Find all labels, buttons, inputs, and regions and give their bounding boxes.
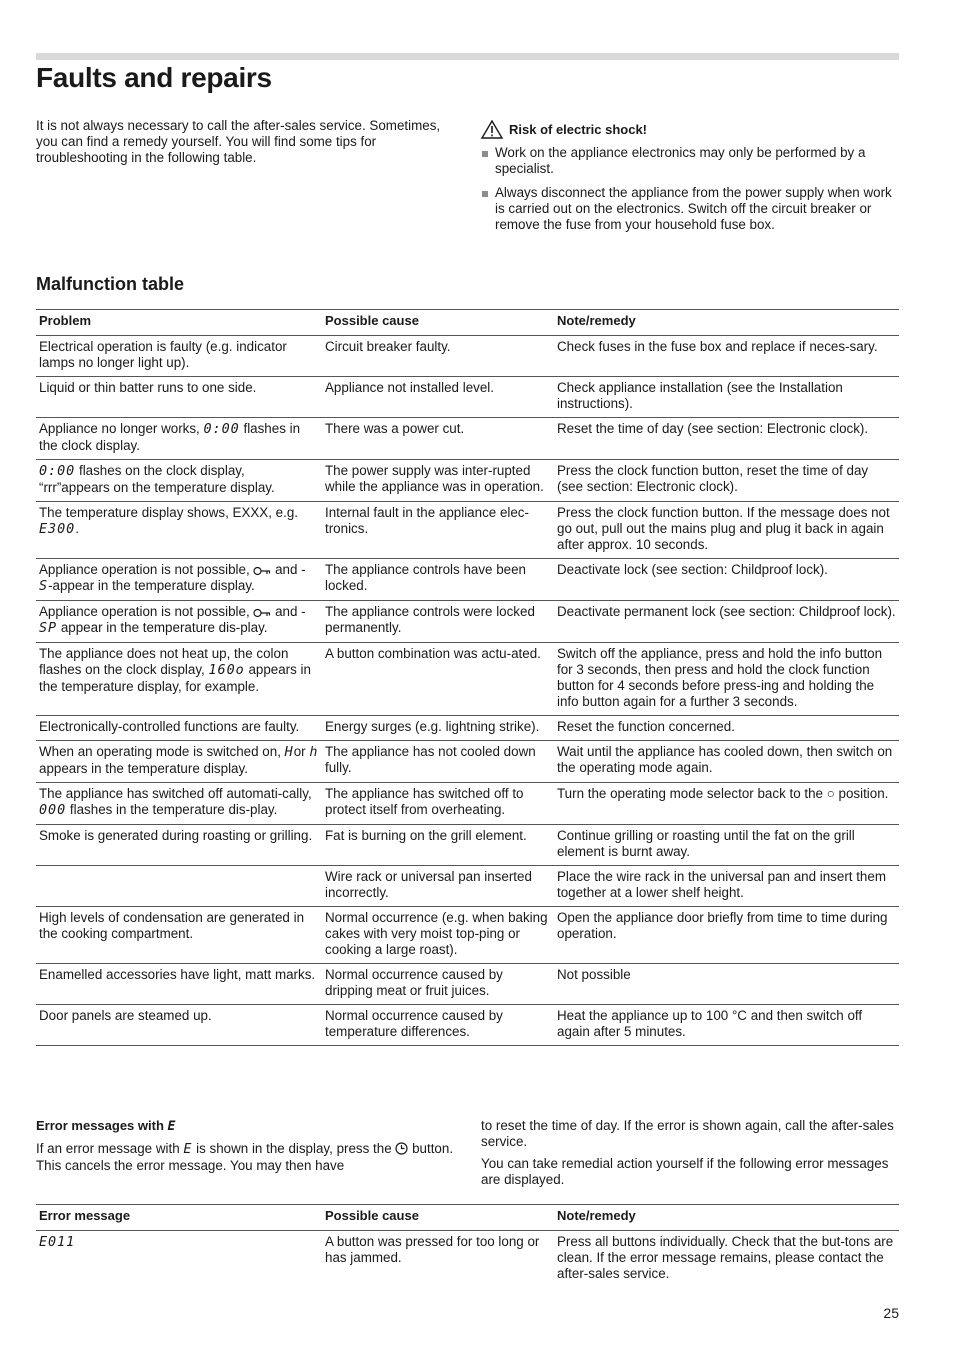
problem-cell: When an operating mode is switched on, Hor h appears in the temperature display.	[36, 741, 322, 783]
segment-glyph: 160o	[208, 663, 245, 678]
page-title: Faults and repairs	[36, 62, 272, 93]
warning-box	[481, 120, 899, 241]
remedy-cell: Press all buttons individually. Check that the but-tons are clean. If the error message remains, please contact the after-sales service.	[557, 1234, 894, 1281]
remedy-cell: Check fuses in the fuse box and replace if neces-sary.	[554, 336, 899, 377]
remedy-cell: Press the clock function button, reset the time of day (see section: Electronic clock).	[554, 460, 899, 502]
table-row	[36, 825, 899, 866]
section-title: Malfunction table	[36, 274, 184, 294]
warning-triangle-icon	[481, 120, 503, 139]
error-section-heading: Error messages with E	[36, 1118, 177, 1134]
key-lock-icon	[253, 566, 271, 576]
table-row	[36, 601, 899, 643]
remedy-cell: Press the clock function button. If the message does not go out, pull out the mains plug and plug it back in again after approx. 10 seconds.	[554, 502, 899, 559]
cause-cell: Normal occurrence (e.g. when baking cakes with very moist top-ping or cooking a large roast).	[322, 907, 554, 964]
cause-cell: The power supply was inter-rupted while the appliance was in operation.	[322, 460, 554, 502]
remedy-cell: Deactivate permanent lock (see section: Childproof lock).	[554, 601, 899, 643]
problem-cell: Liquid or thin batter runs to one side.	[36, 377, 322, 418]
cause-cell: The appliance controls were locked permanently.	[322, 601, 554, 643]
remedy-cell: Deactivate lock (see section: Childproof lock).	[554, 559, 899, 601]
remedy-cell: Continue grilling or roasting until the fat on the grill element is burnt away.	[554, 825, 899, 866]
error-section-paragraph: You can take remedial action yourself if the following error messages are displayed.	[481, 1156, 889, 1187]
error-section-paragraph: to reset the time of day. If the error is shown again, call the after-sales service.	[481, 1118, 894, 1149]
problem-cell: 0:00 flashes on the clock display, “rrr”appears on the temperature display.	[36, 460, 322, 502]
warning-heading	[481, 120, 899, 139]
remedy-cell: Place the wire rack in the universal pan and insert them together at a lower shelf height.	[554, 866, 899, 907]
column-header: Possible cause	[322, 1205, 554, 1231]
segment-glyph: E	[183, 1142, 193, 1157]
segment-glyph: S	[39, 579, 49, 594]
remedy-cell: Reset the time of day (see section: Electronic clock).	[554, 418, 899, 460]
table-row	[36, 716, 899, 741]
error-code	[36, 1231, 322, 1288]
table-row	[36, 783, 899, 825]
table-row	[36, 866, 899, 907]
segment-glyph: 0:00	[39, 464, 76, 479]
table-row	[36, 418, 899, 460]
cause-cell: A button was pressed for too long or has jammed.	[325, 1234, 540, 1265]
table-header-row	[36, 310, 899, 336]
cause-cell: Normal occurrence caused by dripping meat or fruit juices.	[322, 964, 554, 1005]
cause-cell: A button combination was actu-ated.	[322, 643, 554, 716]
remedy-cell: Heat the appliance up to 100 °C and then switch off again after 5 minutes.	[554, 1005, 899, 1046]
warning-title: Risk of electric shock!	[509, 121, 647, 137]
segment-glyph: SP	[39, 621, 58, 636]
warning-list	[481, 145, 899, 233]
cause-cell: Circuit breaker faulty.	[322, 336, 554, 377]
remedy-cell: Open the appliance door briefly from time to time during operation.	[554, 907, 899, 964]
problem-cell: Electronically-controlled functions are faulty.	[36, 716, 322, 741]
problem-cell: High levels of condensation are generated in the cooking compartment.	[36, 907, 322, 964]
table-row	[36, 964, 899, 1005]
page-number: 25	[883, 1305, 899, 1321]
table-row	[36, 502, 899, 559]
remedy-cell: Switch off the appliance, press and hold the info button for 3 seconds, then press and hold the clock function button for 4 seconds before press-ing and holding the info button again for a further 3 seconds.	[554, 643, 899, 716]
remedy-cell: Check appliance installation (see the Installation instructions).	[554, 377, 899, 418]
warning-item: Work on the appliance electronics may only be performed by a specialist.	[481, 145, 899, 177]
table-row	[36, 907, 899, 964]
problem-cell: Enamelled accessories have light, matt marks.	[36, 964, 322, 1005]
problem-cell: Door panels are steamed up.	[36, 1005, 322, 1046]
error-section-paragraph: If an error message with E is shown in the display, press the button. This cancels the error message. You may then have	[36, 1141, 454, 1173]
error-messages-left	[36, 1118, 456, 1174]
remedy-cell: Not possible	[554, 964, 899, 1005]
problem-cell: Appliance operation is not possible, and -S-appear in the temperature display.	[36, 559, 322, 601]
key-lock-icon	[253, 608, 271, 618]
intro-text: It is not always necessary to call the after-sales service. Sometimes, you can find a remedy yourself. You will find some tips for troubleshooting in the following table.	[36, 118, 441, 165]
cause-cell: The appliance has switched off to protect itself from overheating.	[322, 783, 554, 825]
problem-cell: Appliance operation is not possible, and -SP appear in the temperature dis-play.	[36, 601, 322, 643]
table-header-row	[36, 1205, 899, 1231]
table-row	[36, 1005, 899, 1046]
column-header: Note/remedy	[554, 1205, 899, 1231]
problem-cell: Smoke is generated during roasting or grilling.	[36, 825, 322, 866]
table-row	[36, 643, 899, 716]
cause-cell: Fat is burning on the grill element.	[322, 825, 554, 866]
column-header: Possible cause	[322, 310, 554, 336]
cause-cell: Normal occurrence caused by temperature differences.	[322, 1005, 554, 1046]
segment-glyph: 0:00	[203, 422, 240, 437]
problem-cell: The appliance does not heat up, the colon flashes on the clock display, 160o appears in the temperature display, for example.	[36, 643, 322, 716]
table-row	[36, 741, 899, 783]
problem-cell: The temperature display shows, EXXX, e.g. E300.	[36, 502, 322, 559]
clock-icon	[395, 1142, 408, 1155]
segment-glyph: E011	[39, 1235, 76, 1250]
column-header: Error message	[36, 1205, 322, 1231]
remedy-cell: Wait until the appliance has cooled down, then switch on the operating mode again.	[554, 741, 899, 783]
cause-cell: The appliance controls have been locked.	[322, 559, 554, 601]
warning-item: Always disconnect the appliance from the power supply when work is carried out on the electronics. Switch off the circuit breaker or remove the fuse from your household fuse box.	[481, 185, 899, 233]
malfunction-table	[36, 309, 899, 1046]
problem-cell: Electrical operation is faulty (e.g. indicator lamps no longer light up).	[36, 336, 322, 377]
segment-glyph: h	[309, 745, 319, 760]
column-header: Note/remedy	[554, 310, 899, 336]
error-table	[36, 1204, 899, 1287]
table-row	[36, 559, 899, 601]
error-messages-right	[481, 1118, 899, 1194]
segment-glyph: 000	[39, 803, 67, 818]
table-row	[36, 1231, 899, 1288]
cause-cell: The appliance has not cooled down fully.	[322, 741, 554, 783]
malfunction-table-body	[36, 336, 899, 1046]
remedy-cell: Reset the function concerned.	[554, 716, 899, 741]
segment-glyph: H	[284, 745, 294, 760]
segment-glyph: E	[167, 1119, 177, 1134]
cause-cell: Energy surges (e.g. lightning strike).	[322, 716, 554, 741]
cause-cell: Wire rack or universal pan inserted incorrectly.	[322, 866, 554, 907]
segment-glyph: E300	[39, 522, 76, 537]
problem-cell: The appliance has switched off automati-cally, 000 flashes in the temperature dis-play.	[36, 783, 322, 825]
problem-cell: Appliance no longer works, 0:00 flashes in the clock display.	[36, 418, 322, 460]
column-header: Problem	[36, 310, 322, 336]
remedy-cell: Turn the operating mode selector back to the ○ position.	[554, 783, 899, 825]
table-row	[36, 460, 899, 502]
table-row	[36, 336, 899, 377]
table-row	[36, 377, 899, 418]
cause-cell: There was a power cut.	[322, 418, 554, 460]
cause-cell: Appliance not installed level.	[322, 377, 554, 418]
problem-cell	[36, 866, 322, 907]
cause-cell: Internal fault in the appliance elec-tronics.	[322, 502, 554, 559]
